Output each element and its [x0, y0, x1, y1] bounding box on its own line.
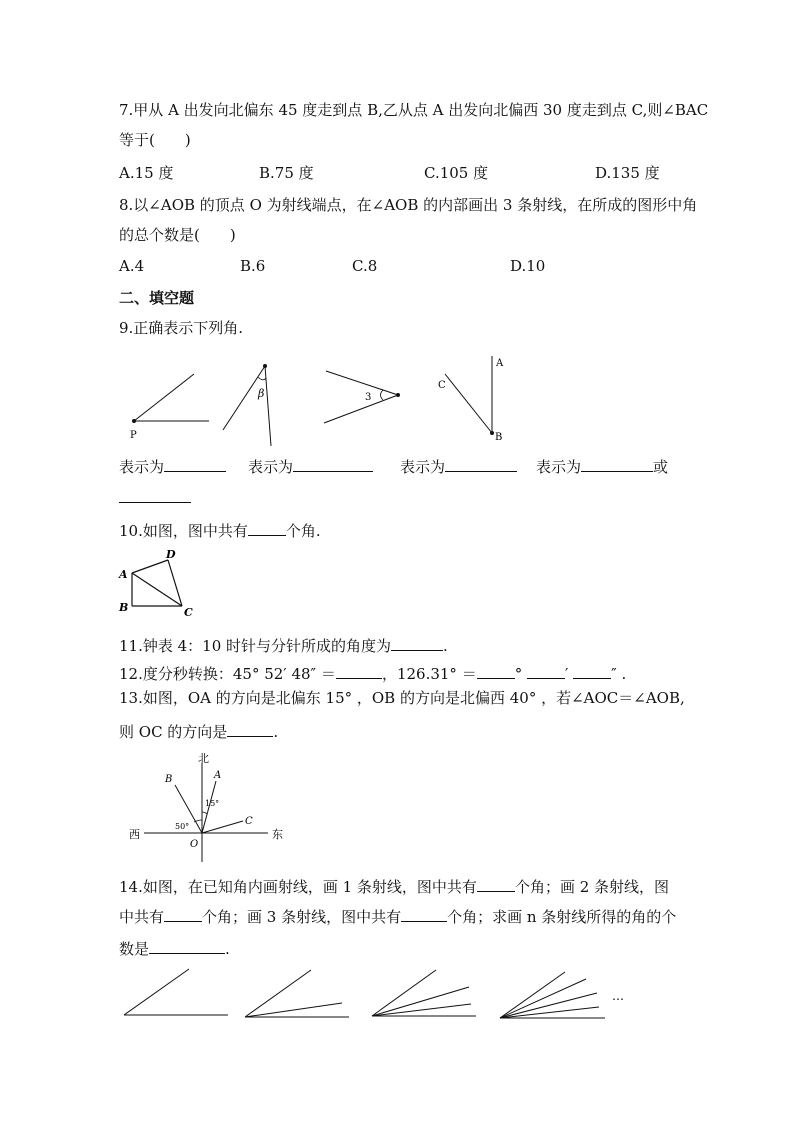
- q14-line1-b: 个角；画 2 条射线，图: [514, 878, 670, 896]
- q14-ellipsis: …: [612, 989, 624, 1003]
- q8-line2: 的总个数是( ): [119, 226, 236, 244]
- q10-label-a: A: [119, 568, 128, 581]
- q14-angle-0-rays: [124, 969, 228, 1015]
- q11-post: .: [443, 637, 448, 655]
- q9-label-a: A: [496, 358, 504, 369]
- q13-label-b: B: [165, 774, 173, 785]
- q8-option-d: D.10: [510, 257, 546, 275]
- q13-label-north: 北: [198, 752, 209, 765]
- q10-label-b: B: [119, 601, 129, 614]
- q9-text: 9.正确表示下列角.: [119, 319, 244, 337]
- q13-line1: 13.如图，OA 的方向是北偏东 15° ，OB 的方向是北偏西 40° ，若∠AOC＝∠AOB,: [119, 689, 685, 707]
- q12-pre: 12.度分秒转换：45° 52′ 48″ ＝: [119, 665, 336, 683]
- section-title-fill-blanks: 二、填空题: [119, 289, 195, 307]
- q14-line3-b: .: [225, 940, 230, 958]
- q13-label-o: O: [190, 839, 199, 850]
- q13-line2-pre: 则 OC 的方向是: [119, 723, 228, 741]
- q8-option-c: C.8: [352, 257, 378, 275]
- q10-pre: 10.如图，图中共有: [119, 522, 248, 540]
- q9-answer-2-prefix: 表示为: [248, 458, 294, 476]
- q8-option-a: A.4: [119, 257, 145, 275]
- q9-answer-3-prefix: 表示为: [400, 458, 446, 476]
- q13-label-c: C: [245, 816, 253, 827]
- q11-pre: 11.钟表 4：10 时针与分针所成的角度为: [119, 637, 392, 655]
- q12-sec: ″ .: [611, 665, 627, 683]
- q14-line2-b: 个角；画 3 条射线，图中共有: [202, 908, 402, 926]
- q14-line2-c: 个角；求画 n 条射线所得的角的个: [447, 908, 677, 926]
- q14-line1-a: 14.如图，在已知角内画射线，画 1 条射线，图中共有: [119, 878, 477, 896]
- q13-label-west: 西: [129, 828, 140, 841]
- q13-line2-post: .: [273, 723, 279, 741]
- q9-answer-1-prefix: 表示为: [119, 458, 165, 476]
- q10-label-c: C: [184, 606, 193, 619]
- q12-mid: ，126.31° ＝: [381, 665, 477, 683]
- q9-label-beta: β: [258, 387, 265, 400]
- q9-label-3: 3: [365, 392, 372, 403]
- q14-angle-1-ray: [245, 970, 349, 1017]
- q13-label-a: A: [214, 770, 222, 781]
- q14-line2-a: 中共有: [119, 908, 165, 926]
- q7-line1: 7.甲从 A 出发向北偏东 45 度走到点 B,乙从点 A 出发向北偏西 30 度走到点 C,则∠BAC: [119, 101, 709, 119]
- q7-option-c: C.105 度: [424, 164, 489, 182]
- q13-label-east: 东: [272, 828, 283, 841]
- q10-post: 个角.: [285, 522, 321, 540]
- q8-option-b: B.6: [240, 257, 266, 275]
- q13-label-15: 15°: [205, 799, 220, 808]
- q9-answer-4-or: 或: [653, 458, 669, 476]
- q9-label-p: P: [130, 430, 137, 441]
- q10-label-d: D: [166, 548, 176, 561]
- q13-label-50: 50°: [175, 822, 190, 831]
- q7-option-d: D.135 度: [595, 164, 660, 182]
- q7-line2: 等于( ): [119, 131, 191, 149]
- q9-label-c: C: [438, 380, 446, 391]
- q14-angle-2-rays: [372, 970, 476, 1016]
- q8-line1: 8.以∠AOB 的顶点 O 为射线端点，在∠AOB 的内部画出 3 条射线，在所成的图形中角: [119, 196, 698, 214]
- q14-line3-a: 数是: [119, 940, 150, 958]
- q7-option-a: A.15 度: [119, 164, 174, 182]
- q12-deg: °: [514, 665, 523, 683]
- q7-option-b: B.75 度: [259, 164, 314, 182]
- q9-answer-4-prefix: 表示为: [536, 458, 582, 476]
- q12-min: ′: [564, 665, 569, 683]
- q9-label-b: B: [495, 432, 503, 443]
- q14-angle-3-rays: [500, 972, 605, 1018]
